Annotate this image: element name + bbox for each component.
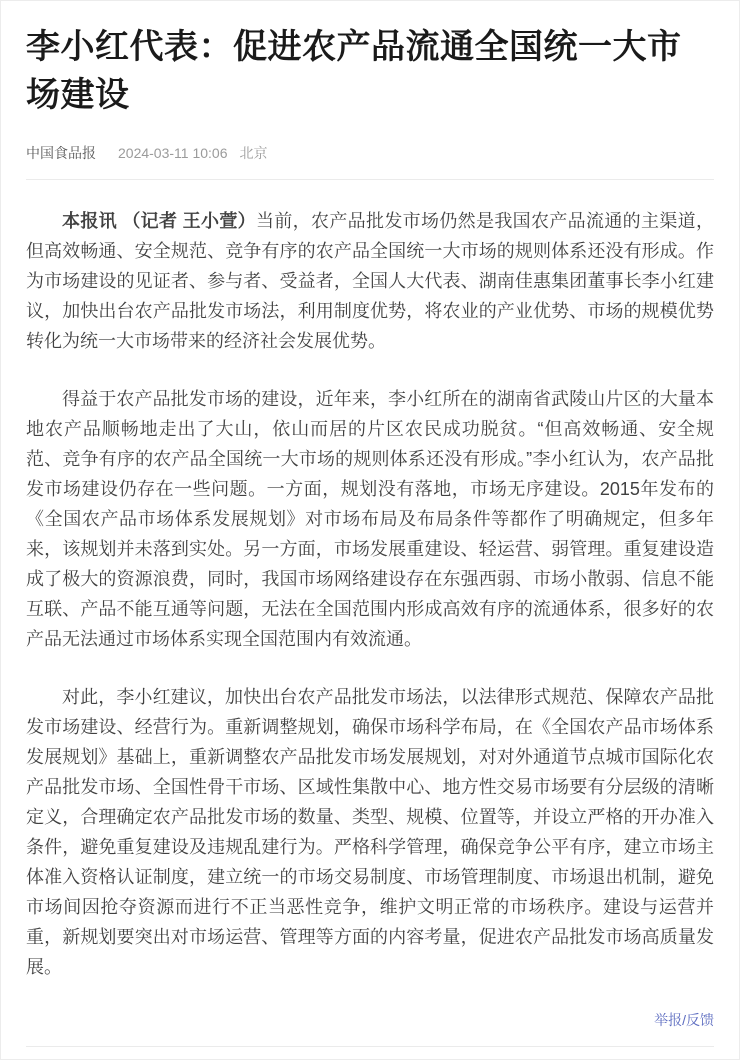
article-body — [26, 206, 714, 982]
paragraph-1-text: 当前，农产品批发市场仍然是我国农产品流通的主渠道，但高效畅通、安全规范、竞争有序的农产品全国统一大市场的规则体系还没有形成。作为市场建设的见证者、参与者、受益者，全国人大代表、湖南佳惠集团董事长李小红建议，加快出台农产品批发市场法，利用制度优势，将农业的产业优势、市场的规模优势转化为统一大市场带来的经济社会发展优势。 — [26, 211, 714, 351]
article-location: 北京 — [239, 145, 268, 161]
paragraph-1-byline: 本报讯 （记者 王小萱） — [62, 211, 256, 231]
article-title: 李小红代表：促进农产品流通全国统一大市场建设 — [26, 28, 682, 114]
footer-divider — [26, 1046, 714, 1047]
article-footer — [26, 1010, 714, 1030]
article-paragraph-2: 得益于农产品批发市场的建设，近年来，李小红所在的湖南省武陵山片区的大量本地农产品顺畅地走出了大山，依山而居的片区农民成功脱贫。“但高效畅通、安全规范、竞争有序的农产品全国统一大市场的规则体系还没有形成。”李小红认为，农产品批发市场建设仍存在一些问题。一方面，规划没有落地，市场无序建设。2015年发布的《全国农产品市场体系发展规划》对市场布局及布局条件等都作了明确规定，但多年来，该规划并未落到实处。另一方面，市场发展重建设、轻运营、弱管理。重复建设造成了极大的资源浪费，同时，我国市场网络建设存在东强西弱、市场小散弱、信息不能互联、产品不能互通等问题，无法在全国范围内形成高效有序的流通体系，很多好的农产品无法通过市场体系实现全国范围内有效流通。 — [26, 389, 714, 649]
article-paragraph-3: 对此，李小红建议，加快出台农产品批发市场法，以法律形式规范、保障农产品批发市场建设、经营行为。重新调整规划，确保市场科学布局，在《全国农产品市场体系发展规划》基础上，重新调整农产品批发市场发展规划，对对外通道节点城市国际化农产品批发市场、全国性骨干市场、区域性集散中心、地方性交易市场要有分层级的清晰定义，合理确定农产品批发市场的数量、类型、规模、位置等，并设立严格的开办准入条件，避免重复建设及违规乱建行为。严格科学管理，确保竞争公平有序，建立市场主体准入资格认证制度，建立统一的市场交易制度、市场管理制度、市场退出机制，避免市场间因抢夺资源而进行不正当恶性竞争，维护文明正常的市场秩序。建设与运营并重，新规划要突出对市场运营、管理等方面的内容考量，促进农产品批发市场高质量发展。 — [26, 687, 714, 977]
article-meta — [26, 143, 714, 163]
article-paragraph-1 — [26, 206, 714, 356]
article-source: 中国食品报 — [26, 145, 96, 161]
header-divider — [26, 179, 714, 180]
report-feedback-link[interactable]: 举报/反馈 — [654, 1012, 714, 1028]
article-datetime: 2024-03-11 10:06 — [118, 145, 228, 161]
